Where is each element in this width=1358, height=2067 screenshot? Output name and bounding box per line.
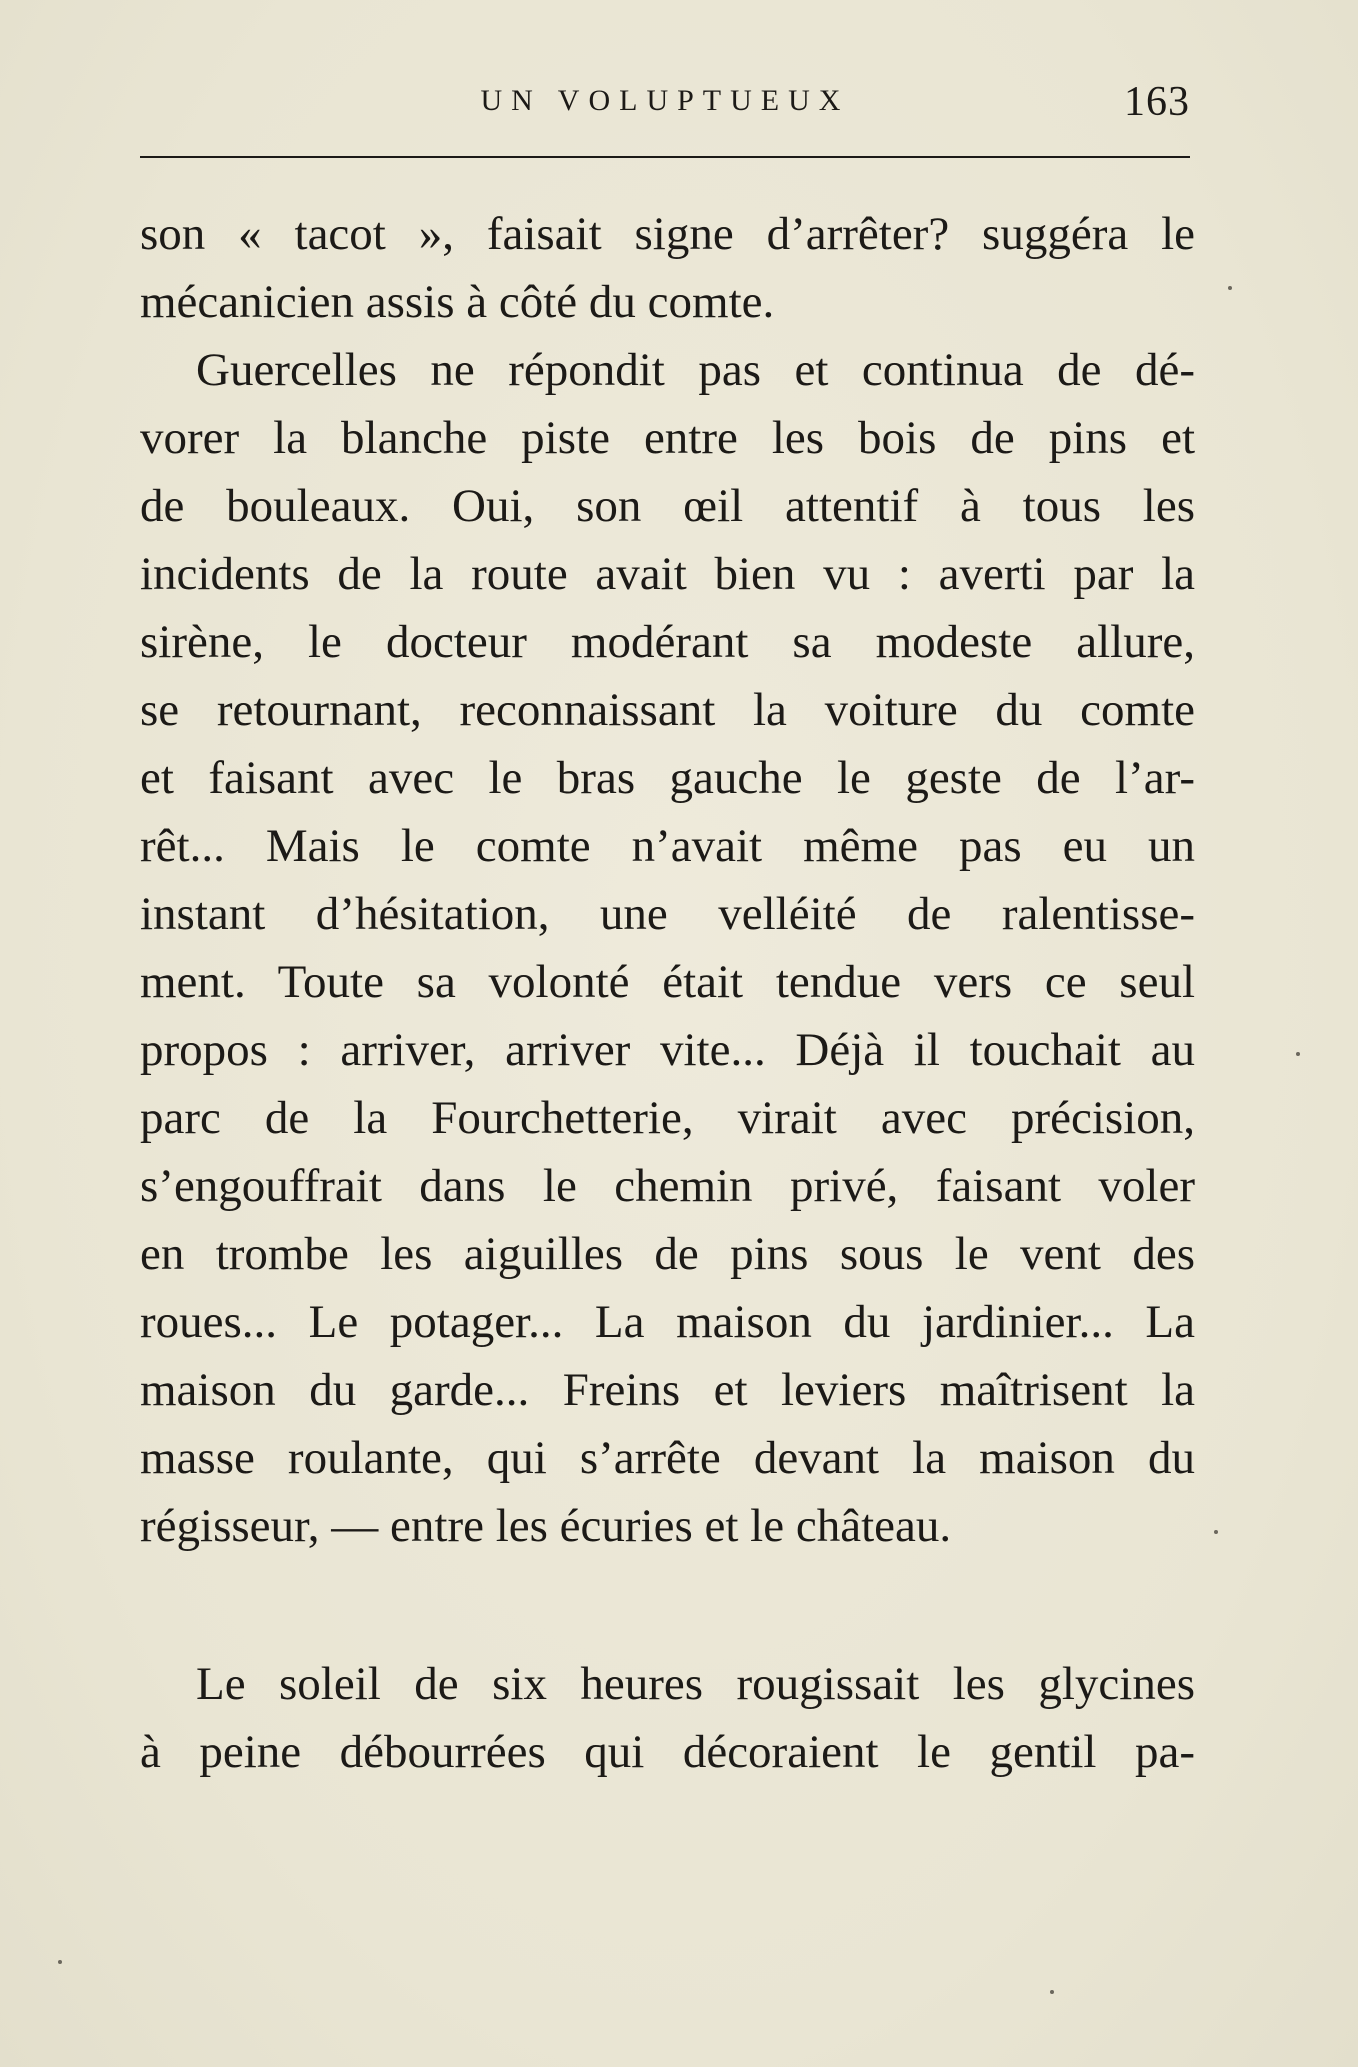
text-line: vorer la blanche piste entre les bois de pins et [140, 412, 1195, 464]
paragraph [140, 200, 1195, 336]
paragraph [140, 336, 1195, 1560]
body-text [140, 200, 1195, 1786]
text-line: ment. Toute sa volonté était tendue vers ce seul [140, 956, 1195, 1008]
running-title: UN VOLUPTUEUX [480, 84, 850, 117]
text-line: de bouleaux. Oui, son œil attentif à tous les [140, 480, 1195, 532]
text-line: rêt... Mais le comte n’avait même pas eu un [140, 820, 1195, 872]
paragraph [140, 1650, 1195, 1786]
text-line: son « tacot », faisait signe d’arrêter? suggéra le [140, 208, 1195, 260]
text-line: roues... Le potager... La maison du jardinier... La [140, 1296, 1195, 1348]
text-line: Le soleil de six heures rougissait les glycines [196, 1658, 1195, 1710]
text-line: instant d’hésitation, une velléité de ralentisse- [140, 888, 1195, 940]
paper-speck [1050, 1990, 1054, 1994]
text-line: maison du garde... Freins et leviers maîtrisent la [140, 1364, 1195, 1416]
page-number: 163 [1124, 79, 1190, 125]
running-head [140, 78, 1190, 138]
text-line: s’engouffrait dans le chemin privé, faisant voler [140, 1160, 1195, 1212]
paper-speck [58, 1960, 62, 1964]
text-line: incidents de la route avait bien vu : averti par la [140, 548, 1195, 600]
text-line: en trombe les aiguilles de pins sous le vent des [140, 1228, 1195, 1280]
section-break [140, 1560, 1195, 1650]
header-rule [140, 156, 1190, 158]
text-line: masse roulante, qui s’arrête devant la maison du [140, 1432, 1195, 1484]
text-line: régisseur, — entre les écuries et le château. [140, 1500, 952, 1552]
paper-speck [1228, 286, 1232, 290]
text-line: propos : arriver, arriver vite... Déjà il touchait au [140, 1024, 1195, 1076]
text-line: sirène, le docteur modérant sa modeste allure, [140, 616, 1195, 668]
text-line: mécanicien assis à côté du comte. [140, 276, 775, 328]
paper-speck [1296, 1052, 1300, 1056]
text-line: se retournant, reconnaissant la voiture du comte [140, 684, 1195, 736]
text-line: Guercelles ne répondit pas et continua de dé- [196, 344, 1195, 396]
text-line: parc de la Fourchetterie, virait avec précision, [140, 1092, 1195, 1144]
text-line: à peine débourrées qui décoraient le gentil pa- [140, 1726, 1195, 1778]
text-line: et faisant avec le bras gauche le geste de l’ar- [140, 752, 1195, 804]
paper-speck [1214, 1530, 1218, 1534]
